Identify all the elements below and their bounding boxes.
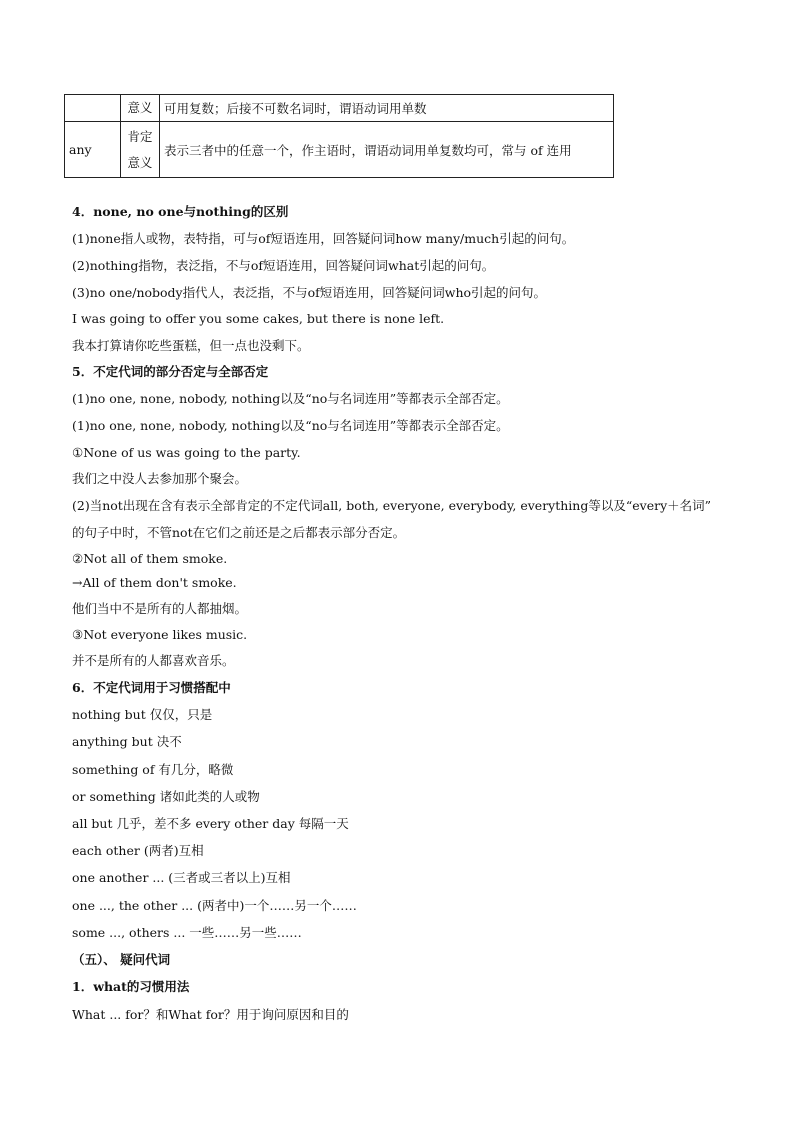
text-line: (1)no one, none, nobody, nothing以及“no与名词连用”等都表示全部否定。 (72, 391, 509, 406)
example-sentence: ③Not everyone likes music. (72, 627, 248, 642)
phrase-item: anything but 决不 (72, 734, 182, 749)
phrase-item: something of 有几分，略微 (72, 762, 234, 777)
example-sentence: ②Not all of them smoke. (72, 551, 228, 566)
section-heading: 6．不定代词用于习惯搭配中 (72, 680, 231, 695)
example-sentence: ①None of us was going to the party. (72, 445, 301, 460)
example-sentence: I was going to offer you some cakes, but there is none left. (72, 311, 445, 326)
table-cell-word (65, 95, 121, 122)
comparison-table (64, 94, 614, 178)
section-heading: 5．不定代词的部分否定与全部否定 (72, 364, 269, 379)
translation: 我本打算请你吃些蛋糕，但一点也没剩下。 (72, 338, 310, 353)
example-sentence: →All of them don't smoke. (72, 575, 237, 590)
phrase-item: all but 几乎，差不多 every other day 每隔一天 (72, 816, 349, 831)
table-cell-word: any (65, 122, 121, 178)
phrase-item: some ..., others ... 一些……另一些…… (72, 925, 302, 940)
table-row (65, 122, 614, 178)
text-line: (1)no one, none, nobody, nothing以及“no与名词连用”等都表示全部否定。 (72, 418, 509, 433)
table-cell-text: 可用复数；后接不可数名词时，谓语动词用单数 (160, 95, 614, 122)
text-line: (3)no one/nobody指代人，表泛指，不与of短语连用，回答疑问词who引起的问句。 (72, 285, 547, 300)
label-part-1: 肯定 (127, 128, 153, 144)
section-heading: 4．none, no one与nothing的区别 (72, 204, 289, 219)
text-line: (2)当not出现在含有表示全部肯定的不定代词all, both, everyone, everybody, everything等以及“every＋名词” (72, 498, 712, 513)
phrase-item: one ..., the other ... (两者中)一个……另一个…… (72, 898, 357, 913)
phrase-item: or something 诸如此类的人或物 (72, 789, 260, 804)
phrase-item: each other (两者)互相 (72, 843, 204, 858)
table-cell-label: 意义 (121, 95, 160, 122)
label-part-2: 意义 (127, 154, 153, 170)
translation: 我们之中没人去参加那个聚会。 (72, 471, 248, 486)
table-cell-text: 表示三者中的任意一个，作主语时，谓语动词用单复数均可，常与 of 连用 (160, 122, 614, 178)
section-heading: 1．what的习惯用法 (72, 979, 190, 994)
translation: 他们当中不是所有的人都抽烟。 (72, 601, 248, 616)
table-row (65, 95, 614, 122)
phrase-item: nothing but 仅仅，只是 (72, 707, 213, 722)
phrase-item: one another ... (三者或三者以上)互相 (72, 870, 291, 885)
text-line: What ... for？和What for？用于询问原因和目的 (72, 1007, 349, 1022)
section-heading: （五）、 疑问代词 (72, 952, 171, 967)
text-line: (1)none指人或物，表特指，可与of短语连用，回答疑问词how many/much引起的问句。 (72, 231, 575, 246)
text-line: 的句子中时，不管not在它们之前还是之后都表示部分否定。 (72, 525, 406, 540)
translation: 并不是所有的人都喜欢音乐。 (72, 653, 235, 668)
table-cell-label (121, 122, 160, 178)
text-line: (2)nothing指物，表泛指，不与of短语连用，回答疑问词what引起的问句。 (72, 258, 495, 273)
